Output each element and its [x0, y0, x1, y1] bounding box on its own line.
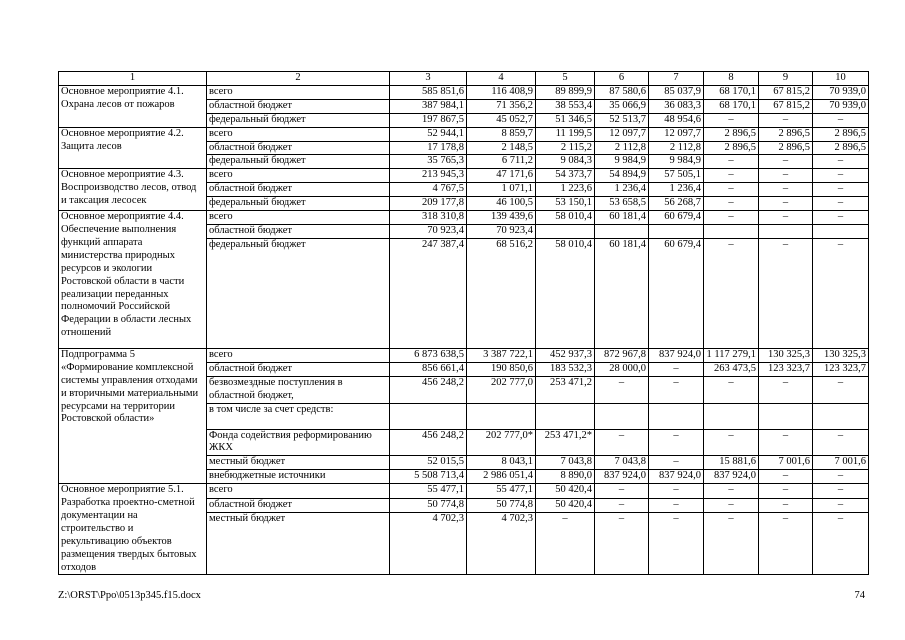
value-cell: 60 181,4 [595, 211, 649, 225]
value-cell: – [813, 484, 869, 499]
value-cell: 2 986 051,4 [467, 470, 536, 484]
value-cell: 53 150,1 [536, 197, 595, 211]
value-cell: 197 867,5 [390, 113, 467, 127]
value-cell: – [759, 211, 813, 225]
value-cell: 2 896,5 [704, 127, 759, 141]
value-cell: 387 984,1 [390, 99, 467, 113]
value-cell: – [649, 429, 704, 456]
value-cell [704, 224, 759, 238]
value-cell: 116 408,9 [467, 85, 536, 99]
value-cell: 87 580,6 [595, 85, 649, 99]
value-cell: 6 711,2 [467, 155, 536, 169]
value-cell [759, 224, 813, 238]
funding-source: федеральный бюджет [207, 238, 390, 348]
value-cell [390, 403, 467, 429]
value-cell: 139 439,6 [467, 211, 536, 225]
value-cell: 253 471,2* [536, 429, 595, 456]
funding-source: федеральный бюджет [207, 197, 390, 211]
value-cell: 68 170,1 [704, 85, 759, 99]
value-cell: – [704, 155, 759, 169]
value-cell: – [759, 197, 813, 211]
value-cell [467, 403, 536, 429]
value-cell: – [759, 470, 813, 484]
table-row [59, 127, 869, 141]
value-cell: – [595, 498, 649, 513]
measure-name: Основное мероприятие 4.1. Охрана лесов от пожаров [59, 85, 207, 127]
value-cell: 12 097,7 [649, 127, 704, 141]
value-cell: 2 112,8 [649, 141, 704, 155]
value-cell: – [649, 484, 704, 499]
value-cell: 2 896,5 [704, 141, 759, 155]
value-cell: 70 923,4 [467, 224, 536, 238]
value-cell: 53 658,5 [595, 197, 649, 211]
measure-name: Основное мероприятие 4.2. Защита лесов [59, 127, 207, 169]
funding-source: областной бюджет [207, 498, 390, 513]
value-cell: – [813, 498, 869, 513]
value-cell: 55 477,1 [390, 484, 467, 499]
value-cell: – [759, 484, 813, 499]
value-cell: 7 043,8 [536, 456, 595, 470]
value-cell: – [813, 155, 869, 169]
value-cell: 46 100,5 [467, 197, 536, 211]
value-cell: 7 001,6 [759, 456, 813, 470]
value-cell: – [595, 513, 649, 575]
value-cell: 8 043,1 [467, 456, 536, 470]
header-cell: 8 [704, 72, 759, 86]
value-cell: 2 896,5 [759, 127, 813, 141]
value-cell: – [704, 513, 759, 575]
funding-source: Фонда содействия реформированию ЖКХ [207, 429, 390, 456]
value-cell: 1 223,6 [536, 183, 595, 197]
value-cell: 58 010,4 [536, 238, 595, 348]
value-cell: 2 896,5 [813, 141, 869, 155]
value-cell: 837 924,0 [704, 470, 759, 484]
value-cell: – [704, 211, 759, 225]
value-cell: 70 923,4 [390, 224, 467, 238]
value-cell: 9 084,3 [536, 155, 595, 169]
value-cell: – [759, 155, 813, 169]
value-cell: 130 325,3 [759, 348, 813, 362]
value-cell [595, 224, 649, 238]
value-cell: 585 851,6 [390, 85, 467, 99]
value-cell: – [813, 183, 869, 197]
value-cell: 6 873 638,5 [390, 348, 467, 362]
value-cell: 8 890,0 [536, 470, 595, 484]
value-cell: – [595, 484, 649, 499]
value-cell: 71 356,2 [467, 99, 536, 113]
value-cell: 247 387,4 [390, 238, 467, 348]
value-cell: 52 015,5 [390, 456, 467, 470]
value-cell: – [759, 376, 813, 403]
value-cell [595, 403, 649, 429]
value-cell: 7 043,8 [595, 456, 649, 470]
value-cell: 7 001,6 [813, 456, 869, 470]
table-row [59, 85, 869, 99]
value-cell: – [813, 169, 869, 183]
value-cell: 183 532,3 [536, 362, 595, 376]
funding-source: областной бюджет [207, 362, 390, 376]
value-cell: 2 896,5 [813, 127, 869, 141]
value-cell [704, 403, 759, 429]
value-cell: – [813, 113, 869, 127]
value-cell: 38 553,4 [536, 99, 595, 113]
value-cell: 36 083,3 [649, 99, 704, 113]
value-cell: – [595, 429, 649, 456]
value-cell: 123 323,7 [813, 362, 869, 376]
value-cell: 2 148,5 [467, 141, 536, 155]
value-cell: 68 516,2 [467, 238, 536, 348]
header-cell: 3 [390, 72, 467, 86]
value-cell: – [704, 113, 759, 127]
value-cell [759, 403, 813, 429]
funding-source: областной бюджет [207, 141, 390, 155]
funding-source: областной бюджет [207, 99, 390, 113]
header-cell: 9 [759, 72, 813, 86]
header-cell: 2 [207, 72, 390, 86]
funding-source: федеральный бюджет [207, 155, 390, 169]
header-cell: 5 [536, 72, 595, 86]
value-cell: 54 894,9 [595, 169, 649, 183]
value-cell: 17 178,8 [390, 141, 467, 155]
value-cell [536, 224, 595, 238]
value-cell: 60 679,4 [649, 211, 704, 225]
funding-source: областной бюджет [207, 224, 390, 238]
value-cell: – [649, 376, 704, 403]
value-cell: 89 899,9 [536, 85, 595, 99]
value-cell: – [704, 238, 759, 348]
value-cell: 9 984,9 [595, 155, 649, 169]
value-cell: 263 473,5 [704, 362, 759, 376]
value-cell: – [759, 238, 813, 348]
value-cell: 202 777,0 [467, 376, 536, 403]
value-cell: 70 939,0 [813, 99, 869, 113]
funding-source: областной бюджет [207, 183, 390, 197]
value-cell: – [813, 376, 869, 403]
value-cell: 47 171,6 [467, 169, 536, 183]
funding-source: всего [207, 85, 390, 99]
value-cell: 85 037,9 [649, 85, 704, 99]
value-cell [649, 403, 704, 429]
value-cell: 35 765,3 [390, 155, 467, 169]
funding-source: федеральный бюджет [207, 113, 390, 127]
value-cell: – [759, 183, 813, 197]
value-cell: – [649, 498, 704, 513]
funding-source: местный бюджет [207, 456, 390, 470]
value-cell: 50 774,8 [390, 498, 467, 513]
value-cell [813, 224, 869, 238]
value-cell: – [759, 113, 813, 127]
value-cell: – [813, 211, 869, 225]
value-cell: – [759, 498, 813, 513]
value-cell: 202 777,0* [467, 429, 536, 456]
header-row [59, 72, 869, 86]
value-cell: 58 010,4 [536, 211, 595, 225]
table-row [59, 211, 869, 225]
value-cell: 67 815,2 [759, 99, 813, 113]
value-cell: 15 881,6 [704, 456, 759, 470]
value-cell: 57 505,1 [649, 169, 704, 183]
funding-source: всего [207, 127, 390, 141]
value-cell: – [759, 169, 813, 183]
value-cell: – [649, 456, 704, 470]
value-cell: 2 115,2 [536, 141, 595, 155]
funding-source: местный бюджет [207, 513, 390, 575]
value-cell: – [704, 169, 759, 183]
value-cell: 1 117 279,1 [704, 348, 759, 362]
page-number: 74 [854, 590, 865, 601]
funding-source: всего [207, 211, 390, 225]
value-cell: 50 420,4 [536, 498, 595, 513]
value-cell: 50 420,4 [536, 484, 595, 499]
value-cell: 67 815,2 [759, 85, 813, 99]
value-cell: 190 850,6 [467, 362, 536, 376]
header-cell: 6 [595, 72, 649, 86]
value-cell: 60 679,4 [649, 238, 704, 348]
value-cell: 9 984,9 [649, 155, 704, 169]
header-cell: 1 [59, 72, 207, 86]
value-cell: 55 477,1 [467, 484, 536, 499]
value-cell: 2 896,5 [759, 141, 813, 155]
value-cell: – [649, 362, 704, 376]
value-cell: 28 000,0 [595, 362, 649, 376]
value-cell: 123 323,7 [759, 362, 813, 376]
table-row [59, 348, 869, 362]
header-cell: 7 [649, 72, 704, 86]
funding-source: внебюджетные источники [207, 470, 390, 484]
measure-name: Основное мероприятие 4.3. Воспроизводство лесов, отвод и таксация лесосек [59, 169, 207, 211]
header-cell: 4 [467, 72, 536, 86]
value-cell: 54 373,7 [536, 169, 595, 183]
header-cell: 10 [813, 72, 869, 86]
value-cell: 1 236,4 [649, 183, 704, 197]
measure-name: Основное мероприятие 4.4. Обеспечение выполнения функций аппарата министерства природных ресурсов и экологии Ростовской области в части реализации переданных полномочий Российской Федерации в области лесных отношений [59, 211, 207, 349]
value-cell: 837 924,0 [649, 470, 704, 484]
value-cell: – [704, 498, 759, 513]
value-cell [536, 403, 595, 429]
value-cell: 50 774,8 [467, 498, 536, 513]
value-cell: 3 387 722,1 [467, 348, 536, 362]
value-cell: – [759, 513, 813, 575]
measure-name: Подпрограмма 5 «Формирование комплексной системы управления отходами и вторичными материальными ресурсами на территории Ростовской области» [59, 348, 207, 483]
value-cell: – [704, 429, 759, 456]
value-cell: 8 859,7 [467, 127, 536, 141]
value-cell: 130 325,3 [813, 348, 869, 362]
value-cell: 837 924,0 [649, 348, 704, 362]
value-cell: 2 112,8 [595, 141, 649, 155]
value-cell: 60 181,4 [595, 238, 649, 348]
value-cell: 4 702,3 [467, 513, 536, 575]
value-cell: – [536, 513, 595, 575]
value-cell: – [704, 183, 759, 197]
value-cell: 1 236,4 [595, 183, 649, 197]
value-cell: 1 071,1 [467, 183, 536, 197]
funding-source: в том числе за счет средств: [207, 403, 390, 429]
table-row [59, 169, 869, 183]
budget-table [58, 71, 869, 575]
value-cell [813, 403, 869, 429]
value-cell: 11 199,5 [536, 127, 595, 141]
value-cell: – [813, 197, 869, 211]
value-cell: 52 944,1 [390, 127, 467, 141]
value-cell: 12 097,7 [595, 127, 649, 141]
value-cell: – [759, 429, 813, 456]
table-row [59, 484, 869, 499]
value-cell: 253 471,2 [536, 376, 595, 403]
value-cell: 4 702,3 [390, 513, 467, 575]
funding-source: безвозмездные поступления в областной бюджет, [207, 376, 390, 403]
value-cell: – [704, 376, 759, 403]
value-cell: 456 248,2 [390, 429, 467, 456]
funding-source: всего [207, 348, 390, 362]
value-cell: 68 170,1 [704, 99, 759, 113]
value-cell: 70 939,0 [813, 85, 869, 99]
value-cell: 452 937,3 [536, 348, 595, 362]
value-cell: 5 508 713,4 [390, 470, 467, 484]
value-cell: 48 954,6 [649, 113, 704, 127]
funding-source: всего [207, 169, 390, 183]
value-cell: – [649, 513, 704, 575]
value-cell [649, 224, 704, 238]
value-cell: 56 268,7 [649, 197, 704, 211]
value-cell: – [595, 376, 649, 403]
document-path: Z:\ORST\Ppo\0513p345.f15.docx [58, 590, 201, 601]
value-cell: 4 767,5 [390, 183, 467, 197]
value-cell: 456 248,2 [390, 376, 467, 403]
value-cell: – [813, 470, 869, 484]
value-cell: 856 661,4 [390, 362, 467, 376]
value-cell: 45 052,7 [467, 113, 536, 127]
funding-source: всего [207, 484, 390, 499]
value-cell: 209 177,8 [390, 197, 467, 211]
value-cell: 35 066,9 [595, 99, 649, 113]
value-cell: – [813, 238, 869, 348]
value-cell: 837 924,0 [595, 470, 649, 484]
value-cell: 318 310,8 [390, 211, 467, 225]
value-cell: – [813, 429, 869, 456]
value-cell: 213 945,3 [390, 169, 467, 183]
value-cell: – [813, 513, 869, 575]
value-cell: – [704, 484, 759, 499]
value-cell: – [704, 197, 759, 211]
measure-name: Основное мероприятие 5.1. Разработка проектно-сметной документации на строительство и рекультивацию объектов размещения твердых бытовых отходов [59, 484, 207, 575]
value-cell: 872 967,8 [595, 348, 649, 362]
value-cell: 52 513,7 [595, 113, 649, 127]
value-cell: 51 346,5 [536, 113, 595, 127]
